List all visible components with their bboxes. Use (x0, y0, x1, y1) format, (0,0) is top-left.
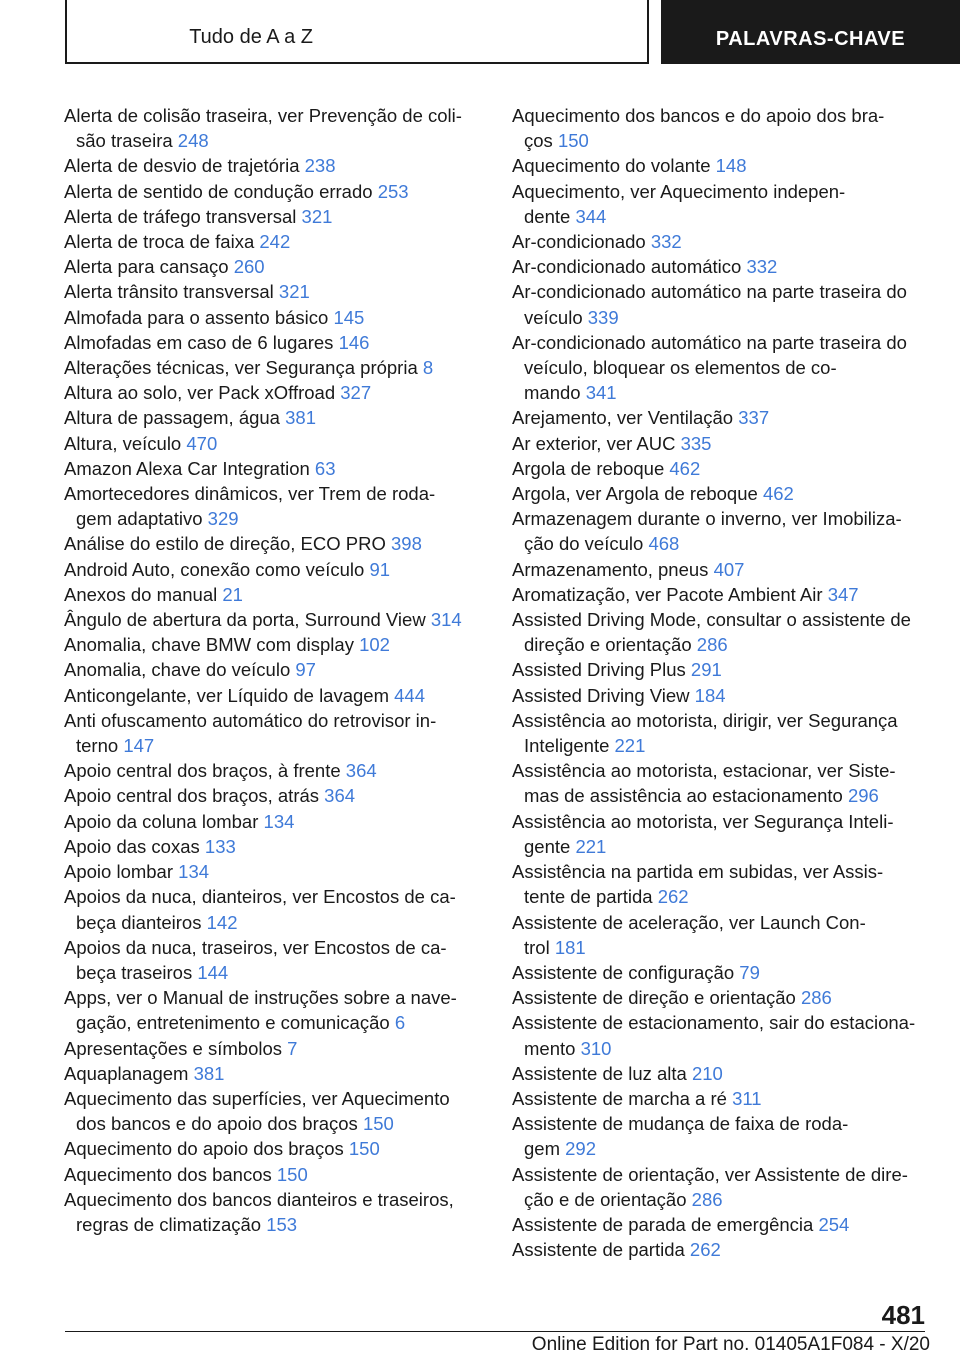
entry-text: gem (524, 1138, 560, 1160)
entry-text: Alterações técnicas, ver Segurança própria (64, 357, 418, 379)
index-entry (512, 910, 937, 960)
entry-text: Arejamento, ver Ventilação (512, 407, 734, 429)
entry-text: Argola, ver Argola de reboque (512, 483, 758, 505)
page-link[interactable]: 6 (394, 1012, 406, 1034)
entry-text: Android Auto, conexão como veículo (64, 558, 365, 580)
index-entry (512, 708, 937, 758)
entry-text: beça dianteiros (76, 911, 202, 933)
entry-text: Assistência ao motorista, dirigir, ver Segurança (512, 709, 898, 731)
index-entry (512, 456, 937, 481)
index-entry (512, 1086, 937, 1111)
index-entry (512, 1162, 937, 1212)
entry-text: Alerta de sentido de condução errado (64, 180, 373, 202)
index-entry (64, 834, 484, 859)
page-link[interactable]: 311 (732, 1087, 762, 1109)
entry-text: Argola de reboque (512, 457, 665, 479)
page-link[interactable]: 286 (800, 987, 832, 1009)
index-entry (64, 783, 484, 808)
entry-text: Aquecimento dos bancos dianteiros e traseiros, (64, 1188, 454, 1210)
section-title: Tudo de A a Z (189, 26, 313, 48)
index-entry (512, 103, 937, 153)
index-entry (512, 758, 937, 808)
page-link[interactable]: 462 (762, 483, 794, 505)
entry-text: Assistente de luz alta (512, 1062, 687, 1084)
index-column-left (64, 103, 484, 1237)
entry-text: Almofadas em caso de 6 lugares (64, 331, 334, 353)
entry-text: Assistente de aceleração, ver Launch Con- (512, 911, 866, 933)
page-link[interactable]: 339 (587, 306, 619, 328)
page-link[interactable]: 291 (690, 659, 722, 681)
index-entry (64, 380, 484, 405)
index-entry (64, 405, 484, 430)
entry-text: Assistência na partida em subidas, ver Assis- (512, 861, 884, 883)
index-entry (64, 254, 484, 279)
index-entry (512, 809, 937, 859)
entry-text: Anomalia, chave BMW com display (64, 634, 354, 656)
page-link[interactable]: 79 (739, 961, 760, 983)
entry-text: gente (524, 835, 571, 857)
index-entry (512, 557, 937, 582)
entry-text: Ar-condicionado automático na parte traseira do (512, 331, 907, 353)
index-entry (64, 103, 484, 153)
page-link[interactable]: 310 (580, 1037, 612, 1059)
entry-text: ços (524, 130, 553, 152)
entry-text: Aquecimento dos bancos (64, 1163, 272, 1185)
header-frame (65, 0, 649, 64)
entry-text: tente de partida (524, 886, 653, 908)
page-link[interactable]: 133 (204, 835, 236, 857)
page-link[interactable]: 335 (680, 432, 712, 454)
entry-text: Apoio central dos braços, à frente (64, 760, 341, 782)
entry-text: Apoios da nuca, traseiros, ver Encostos de ca- (64, 936, 447, 958)
entry-text: mento (524, 1037, 576, 1059)
section-tab: PALAVRAS-CHAVE (661, 0, 960, 64)
index-entry (512, 657, 937, 682)
page-link[interactable]: 364 (345, 760, 377, 782)
entry-text: Aquaplanagem (64, 1062, 189, 1084)
entry-text: Inteligente (524, 735, 610, 757)
entry-text: Assistente de estacionamento, sair do estaciona- (512, 1012, 916, 1034)
index-entry (512, 431, 937, 456)
page-link[interactable]: 242 (259, 231, 291, 253)
entry-text: Assistente de partida (512, 1239, 685, 1261)
entry-text: Alerta trânsito transversal (64, 281, 274, 303)
entry-text: Assistente de marcha a ré (512, 1087, 727, 1109)
page-link[interactable]: 63 (314, 457, 336, 479)
page-link[interactable]: 150 (557, 130, 589, 152)
page-link[interactable]: 210 (691, 1062, 723, 1084)
index-entry (64, 809, 484, 834)
page-link[interactable]: 407 (713, 558, 745, 580)
page-link[interactable]: 321 (278, 281, 310, 303)
index-entry (512, 683, 937, 708)
entry-text: Amazon Alexa Car Integration (64, 457, 310, 479)
index-entry (64, 431, 484, 456)
index-entry (64, 481, 484, 531)
entry-text: Anticongelante, ver Líquido de lavagem (64, 684, 389, 706)
edition-footer: Online Edition for Part no. 01405A1F084 - X/20 (531, 1334, 930, 1355)
entry-text: Apps, ver o Manual de instruções sobre a nave- (64, 987, 457, 1009)
page-link[interactable]: 153 (266, 1213, 298, 1235)
entry-text: gem adaptativo (76, 508, 203, 530)
entry-text: Ar-condicionado automático na parte traseira do (512, 281, 907, 303)
index-entry (64, 330, 484, 355)
page-link[interactable]: 8 (422, 357, 434, 379)
index-entry (64, 607, 484, 632)
index-entry (512, 1111, 937, 1161)
page-link[interactable]: 444 (394, 684, 426, 706)
entry-text: Ângulo de abertura da porta, Surround View (64, 609, 426, 631)
entry-text: mando (524, 382, 581, 404)
page-link[interactable]: 144 (197, 961, 229, 983)
index-entry (512, 330, 937, 406)
entry-text: Almofada para o assento básico (64, 306, 329, 328)
entry-text: veículo (524, 306, 583, 328)
entry-text: Anomalia, chave do veículo (64, 659, 291, 681)
entry-text: Anti ofuscamento automático do retrovisor in- (64, 709, 437, 731)
page-link[interactable]: 150 (276, 1163, 308, 1185)
index-entry (64, 859, 484, 884)
index-entry (512, 254, 937, 279)
entry-text: Análise do estilo de direção, ECO PRO (64, 533, 386, 555)
index-entry (64, 1162, 484, 1187)
index-entry (64, 229, 484, 254)
entry-text: Alerta de tráfego transversal (64, 205, 297, 227)
index-entry (64, 456, 484, 481)
page-link[interactable]: 146 (338, 331, 370, 353)
entry-text: mas de assistência ao estacionamento (524, 785, 843, 807)
page-link[interactable]: 134 (263, 810, 295, 832)
page-link[interactable]: 150 (348, 1138, 380, 1160)
page-link[interactable]: 347 (827, 583, 859, 605)
entry-text: Ar-condicionado automático (512, 256, 742, 278)
page-link[interactable]: 142 (206, 911, 238, 933)
index-entry (512, 582, 937, 607)
page-link[interactable]: 462 (669, 457, 701, 479)
entry-text: regras de climatização (76, 1213, 262, 1235)
index-entry (512, 1237, 937, 1262)
footer-divider (65, 1331, 925, 1332)
entry-text: Anexos do manual (64, 583, 218, 605)
page-link[interactable]: 260 (233, 256, 265, 278)
index-entry (64, 708, 484, 758)
entry-text: Alerta de colisão traseira, ver Prevenção de coli- (64, 105, 462, 126)
index-entry (512, 481, 937, 506)
entry-text: Apoio da coluna lombar (64, 810, 259, 832)
page-link[interactable]: 381 (285, 407, 316, 429)
page-link[interactable]: 364 (324, 785, 356, 807)
page-link[interactable]: 150 (362, 1113, 394, 1135)
entry-text: dos bancos e do apoio dos braços (76, 1113, 358, 1135)
index-entry (64, 884, 484, 934)
entry-text: Apresentações e símbolos (64, 1037, 283, 1059)
page-link[interactable]: 381 (193, 1062, 225, 1084)
index-entry (512, 1212, 937, 1237)
entry-text: Assistente de mudança de faixa de roda- (512, 1113, 849, 1135)
entry-text: Assisted Driving Plus (512, 659, 686, 681)
page-link[interactable]: 91 (369, 558, 391, 580)
index-entry (64, 1036, 484, 1061)
index-entry (64, 935, 484, 985)
index-entry (512, 506, 937, 556)
index-entry (64, 279, 484, 304)
entry-text: terno (76, 735, 119, 757)
entry-text: Ar-condicionado (512, 231, 646, 253)
index-entry (512, 1061, 937, 1086)
page-link[interactable]: 7 (287, 1037, 298, 1059)
page-link[interactable]: 344 (575, 205, 607, 227)
entry-text: direção e orientação (524, 634, 692, 656)
index-entry (64, 153, 484, 178)
entry-text: Altura de passagem, água (64, 407, 280, 429)
entry-text: Assistente de configuração (512, 961, 735, 983)
index-entry (512, 279, 937, 329)
page-link[interactable]: 184 (694, 684, 726, 706)
entry-text: ção do veículo (524, 533, 644, 555)
index-entry (64, 179, 484, 204)
page-link[interactable]: 221 (575, 835, 607, 857)
entry-text: Assisted Driving Mode, consultar o assistente de (512, 609, 911, 631)
page-link[interactable]: 286 (696, 634, 728, 656)
page-link[interactable]: 332 (746, 256, 778, 278)
entry-text: Armazenagem durante o inverno, ver Imobiliza- (512, 508, 902, 530)
entry-text: Aquecimento, ver Aquecimento indepen- (512, 180, 846, 202)
index-entry (512, 607, 937, 657)
page-link[interactable]: 262 (689, 1239, 721, 1261)
page-link[interactable]: 468 (648, 533, 680, 555)
index-entry (512, 1010, 937, 1060)
entry-text: Aquecimento do volante (512, 155, 711, 177)
page-link[interactable]: 248 (177, 130, 209, 152)
entry-text: ção e de orientação (524, 1188, 687, 1210)
page-link[interactable]: 321 (301, 205, 333, 227)
entry-text: gação, entretenimento e comunicação (76, 1012, 390, 1034)
entry-text: são traseira (76, 130, 173, 152)
page-link[interactable]: 398 (391, 533, 422, 555)
page-link[interactable]: 221 (614, 735, 646, 757)
entry-text: Assisted Driving View (512, 684, 690, 706)
entry-text: Armazenamento, pneus (512, 558, 709, 580)
index-entry (64, 657, 484, 682)
page-link[interactable]: 341 (585, 382, 617, 404)
entry-text: Apoio lombar (64, 861, 174, 883)
index-entry (64, 531, 484, 556)
page-link[interactable]: 147 (123, 735, 155, 757)
index-entry (64, 758, 484, 783)
index-entry (512, 859, 937, 909)
page-link[interactable]: 238 (304, 155, 336, 177)
entry-text: Assistente de orientação, ver Assistente de dire- (512, 1163, 908, 1185)
page-link[interactable]: 292 (565, 1138, 597, 1160)
entry-text: Assistente de parada de emergência (512, 1213, 814, 1235)
page-number: 481 (881, 1300, 925, 1330)
entry-text: Assistente de direção e orientação (512, 987, 796, 1009)
page-link[interactable]: 97 (295, 659, 316, 681)
page-link[interactable]: 148 (715, 155, 747, 177)
entry-text: Alerta de desvio de trajetória (64, 155, 300, 177)
index-entry (64, 557, 484, 582)
index-entry (512, 179, 937, 229)
page-link[interactable]: 470 (186, 432, 218, 454)
entry-text: Aquecimento do apoio dos braços (64, 1138, 344, 1160)
index-entry (64, 355, 484, 380)
entry-text: veículo, bloquear os elementos de co- (524, 357, 837, 379)
entry-text: Aquecimento das superfícies, ver Aquecimento (64, 1087, 450, 1109)
page-link[interactable]: 253 (377, 180, 409, 202)
index-entry (64, 1086, 484, 1136)
entry-text: Assistência ao motorista, ver Segurança Inteli- (512, 810, 894, 832)
page-link[interactable]: 145 (333, 306, 365, 328)
entry-text: Assistência ao motorista, estacionar, ver Siste- (512, 760, 896, 782)
entry-text: Alerta de troca de faixa (64, 231, 255, 253)
page-link[interactable]: 296 (847, 785, 879, 807)
entry-text: Apoio central dos braços, atrás (64, 785, 320, 807)
entry-text: Aromatização, ver Pacote Ambient Air (512, 583, 823, 605)
index-column-right (512, 103, 937, 1262)
index-entry (64, 1061, 484, 1086)
entry-text: Apoios da nuca, dianteiros, ver Encostos de ca- (64, 886, 456, 908)
entry-text: Altura ao solo, ver Pack xOffroad (64, 382, 336, 404)
index-entry (64, 204, 484, 229)
entry-text: Aquecimento dos bancos e do apoio dos bra- (512, 105, 885, 126)
index-entry (64, 632, 484, 657)
entry-text: trol (524, 936, 550, 958)
page-link[interactable]: 327 (340, 382, 372, 404)
entry-text: dente (524, 205, 571, 227)
page-link[interactable]: 181 (554, 936, 586, 958)
entry-text: Altura, veículo (64, 432, 182, 454)
page-link[interactable]: 21 (222, 583, 243, 605)
page-link[interactable]: 286 (691, 1188, 723, 1210)
index-entry (512, 153, 937, 178)
index-entry (512, 985, 937, 1010)
index-entry (64, 582, 484, 607)
index-entry (64, 1187, 484, 1237)
page-link[interactable]: 332 (650, 231, 682, 253)
index-entry (512, 960, 937, 985)
page-link[interactable]: 329 (207, 508, 239, 530)
entry-text: Ar exterior, ver AUC (512, 432, 676, 454)
index-entry (64, 1136, 484, 1161)
page-link[interactable]: 314 (430, 609, 462, 631)
page-link[interactable]: 102 (359, 634, 390, 656)
entry-text: Amortecedores dinâmicos, ver Trem de roda- (64, 483, 436, 505)
page-link[interactable]: 337 (738, 407, 770, 429)
index-entry (64, 683, 484, 708)
entry-text: Alerta para cansaço (64, 256, 229, 278)
entry-text: Apoio das coxas (64, 835, 200, 857)
page-link[interactable]: 254 (818, 1213, 850, 1235)
page-link[interactable]: 134 (178, 861, 210, 883)
index-entry (64, 305, 484, 330)
index-entry (512, 229, 937, 254)
entry-text: beça traseiros (76, 961, 193, 983)
page-link[interactable]: 262 (657, 886, 689, 908)
index-entry (512, 405, 937, 430)
index-entry (64, 985, 484, 1035)
